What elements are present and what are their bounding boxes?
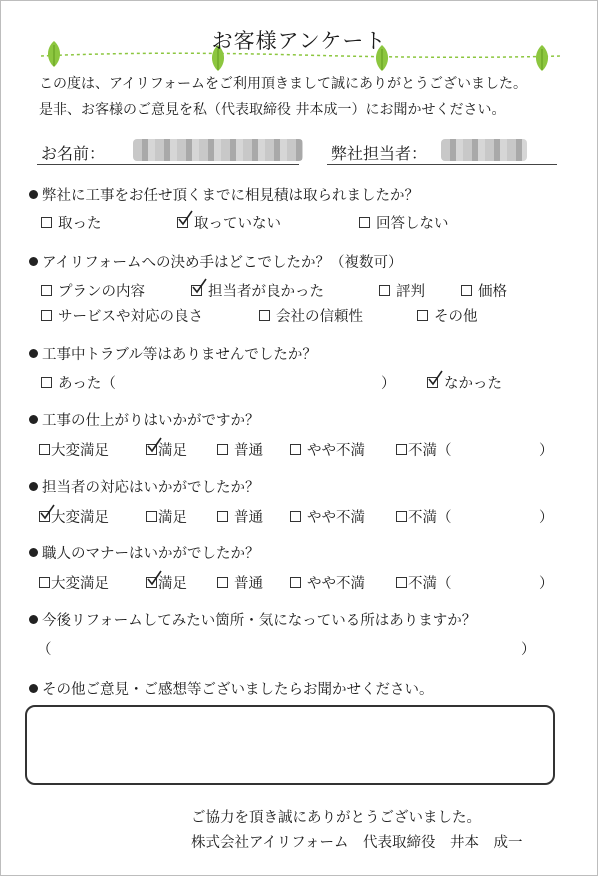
checkbox[interactable] xyxy=(290,444,301,455)
checkbox[interactable] xyxy=(39,577,50,588)
q6-option-neutral[interactable]: 普通 xyxy=(217,572,263,593)
q2-option-staff[interactable]: 担当者が良かった xyxy=(191,280,324,301)
staff-name-underline xyxy=(327,164,557,165)
question-2: アイリフォームへの決め手はどこでしたか？（複数可） xyxy=(29,251,402,272)
checkmark-icon xyxy=(38,503,56,521)
checkbox[interactable] xyxy=(177,217,188,228)
intro-line-2: 是非、お客様のご意見を私（代表取締役 井本成一）にお聞かせください。 xyxy=(39,102,506,118)
q3-option-had[interactable]: あった（ xyxy=(41,372,116,393)
q2-option-service[interactable]: サービスや対応の良さ xyxy=(41,305,203,326)
q2-option-price[interactable]: 価格 xyxy=(461,280,507,301)
checkbox[interactable] xyxy=(191,285,202,296)
q4-paren-close: ） xyxy=(539,443,554,459)
question-3: 工事中トラブル等はありませんでしたか？ xyxy=(29,343,317,364)
q4-option-satisfied[interactable]: 満足 xyxy=(146,439,187,460)
page-title: お客様アンケート xyxy=(211,29,387,53)
checkbox[interactable] xyxy=(146,511,157,522)
q6-option-dissatisfied[interactable]: 不満（ xyxy=(396,572,452,593)
q4-option-somewhat-dissatisfied[interactable]: やや不満 xyxy=(290,439,365,460)
q2-option-trust[interactable]: 会社の信頼性 xyxy=(259,305,363,326)
checkbox[interactable] xyxy=(290,511,301,522)
checkbox[interactable] xyxy=(146,444,157,455)
customer-name-label: お名前： xyxy=(41,144,106,163)
checkmark-icon xyxy=(426,369,444,387)
customer-name-redacted xyxy=(133,139,303,161)
q5-option-neutral[interactable]: 普通 xyxy=(217,506,263,527)
checkbox[interactable] xyxy=(290,577,301,588)
staff-name-label: 弊社担当者： xyxy=(331,144,428,163)
question-6: 職人のマナーはいかがでしたか？ xyxy=(29,542,260,563)
staff-name-redacted xyxy=(441,139,527,161)
q7-paren-open: （ xyxy=(37,642,52,658)
checkbox[interactable] xyxy=(41,377,52,388)
comment-box[interactable] xyxy=(25,705,555,785)
q7-paren-close: ） xyxy=(521,642,536,658)
q4-option-neutral[interactable]: 普通 xyxy=(217,439,263,460)
checkbox[interactable] xyxy=(41,310,52,321)
q1-option-no-answer[interactable]: 回答しない xyxy=(359,212,449,233)
checkmark-icon xyxy=(145,436,163,454)
checkbox[interactable] xyxy=(396,511,407,522)
question-5: 担当者の対応はいかがでしたか？ xyxy=(29,476,260,497)
intro-line-1: この度は、アイリフォームをご利用頂きまして誠にありがとうございました。 xyxy=(39,76,528,92)
q6-paren-close: ） xyxy=(539,576,554,592)
checkbox[interactable] xyxy=(41,217,52,228)
q5-option-somewhat-dissatisfied[interactable]: やや不満 xyxy=(290,506,365,527)
checkbox[interactable] xyxy=(417,310,428,321)
checkbox[interactable] xyxy=(41,285,52,296)
checkmark-icon xyxy=(145,569,163,587)
q1-option-took[interactable]: 取った xyxy=(41,212,102,233)
q2-option-plan[interactable]: プランの内容 xyxy=(41,280,145,301)
q1-option-not-took[interactable]: 取っていない xyxy=(177,212,281,233)
q6-option-somewhat-dissatisfied[interactable]: やや不満 xyxy=(290,572,365,593)
closing-thanks: ご協力を頂き誠にありがとうございました。 xyxy=(191,810,481,826)
q3-paren-close: ） xyxy=(381,376,396,392)
checkbox[interactable] xyxy=(259,310,270,321)
q6-option-satisfied[interactable]: 満足 xyxy=(146,572,187,593)
q2-option-other[interactable]: その他 xyxy=(417,305,478,326)
checkbox[interactable] xyxy=(359,217,370,228)
checkbox[interactable] xyxy=(396,577,407,588)
checkbox[interactable] xyxy=(39,444,50,455)
q4-option-very-satisfied[interactable]: 大変満足 xyxy=(39,439,109,460)
question-4: 工事の仕上がりはいかがですか？ xyxy=(29,409,260,430)
q5-option-dissatisfied[interactable]: 不満（ xyxy=(396,506,452,527)
q6-option-very-satisfied[interactable]: 大変満足 xyxy=(39,572,109,593)
checkmark-icon xyxy=(176,209,194,227)
closing-signature: 株式会社アイリフォーム 代表取締役 井本 成一 xyxy=(191,835,523,851)
q5-option-very-satisfied[interactable]: 大変満足 xyxy=(39,506,109,527)
checkbox[interactable] xyxy=(217,511,228,522)
checkbox[interactable] xyxy=(217,444,228,455)
checkbox[interactable] xyxy=(396,444,407,455)
checkbox[interactable] xyxy=(427,377,438,388)
q5-option-satisfied[interactable]: 満足 xyxy=(146,506,187,527)
checkbox[interactable] xyxy=(379,285,390,296)
question-8: その他ご意見・ご感想等ございましたらお聞かせください。 xyxy=(29,678,434,699)
customer-name-underline xyxy=(37,164,299,165)
checkmark-icon xyxy=(190,277,208,295)
question-1: 弊社に工事をお任せ頂くまでに相見積は取られましたか？ xyxy=(29,184,419,205)
q4-option-dissatisfied[interactable]: 不満（ xyxy=(396,439,452,460)
checkbox[interactable] xyxy=(461,285,472,296)
checkbox[interactable] xyxy=(39,511,50,522)
question-7: 今後リフォームしてみたい箇所・気になっている所はありますか？ xyxy=(29,609,476,630)
q2-option-reputation[interactable]: 評判 xyxy=(379,280,425,301)
checkbox[interactable] xyxy=(146,577,157,588)
q5-paren-close: ） xyxy=(539,510,554,526)
q3-option-none[interactable]: なかった xyxy=(427,372,502,393)
checkbox[interactable] xyxy=(217,577,228,588)
